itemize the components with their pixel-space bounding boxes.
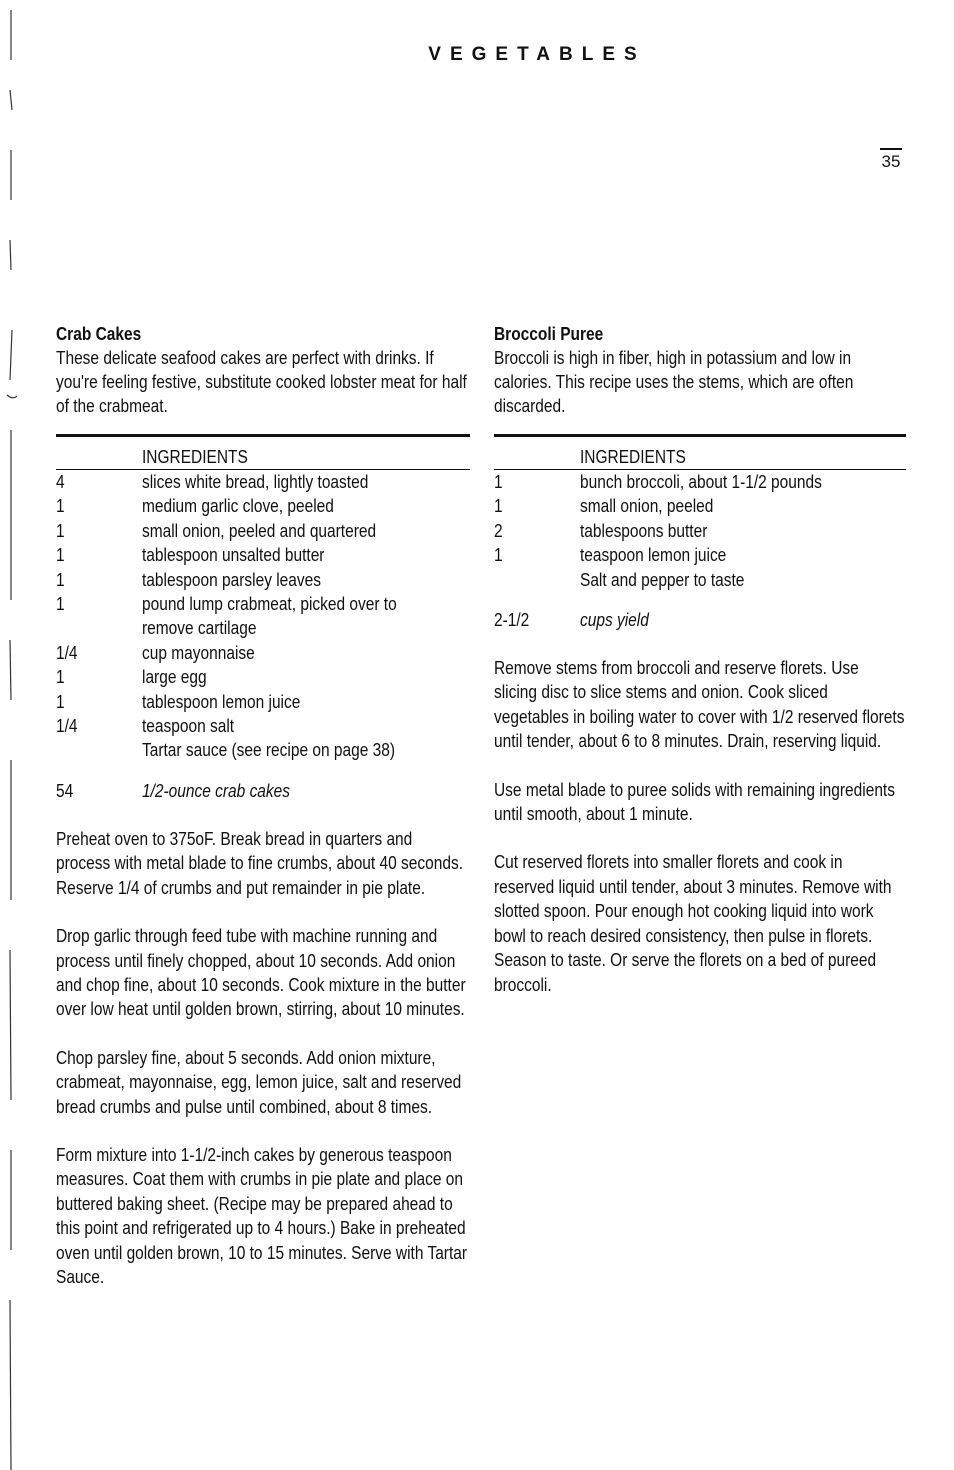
ingredients-list (56, 470, 470, 763)
instruction-paragraph: Form mixture into 1-1/2-inch cakes by generous teaspoon measures. Coat them with crumbs in pie plate and place on buttered baking sheet. (Recipe may be prepared ahead to this point and refrigerated up to 4 hours.) Bake in preheated oven until golden brown, 10 to 15 minutes. Serve with Tartar Sauce. (56, 1144, 468, 1287)
section-rule (494, 434, 906, 437)
ingredient-row: 2 tablespoons butter (494, 520, 708, 541)
ingredient-row: 1 tablespoon parsley leaves (56, 569, 322, 590)
ingredient-row: 1 small onion, peeled (494, 496, 714, 517)
instruction-paragraph: Use metal blade to puree solids with remaining ingredients until smooth, about 1 minute. (494, 779, 895, 825)
recipe-intro: Broccoli is high in fiber, high in potassium and low in calories. This recipe uses the stems, which are often discarded. (494, 348, 854, 416)
ingredients-heading: INGREDIENTS (56, 445, 470, 470)
ingredient-row: 1 small onion, peeled and quartered (56, 520, 377, 541)
yield-unit: cups yield (580, 610, 649, 631)
ingredient-row: 1 tablespoon lemon juice (56, 691, 301, 712)
instruction-paragraph: Chop parsley fine, about 5 seconds. Add onion mixture, crabmeat, mayonnaise, egg, lemon juice, salt and reserved bread crumbs and pulse until combined, about 8 times. (56, 1047, 462, 1117)
ingredient-row: 1/4 cup mayonnaise (56, 642, 255, 663)
ingredient-row: 1 pound lump crabmeat, picked over to remove cartilage (56, 594, 397, 639)
ingredient-row: 1 bunch broccoli, about 1-1/2 pounds (494, 472, 822, 492)
ingredient-row: 1/4 teaspoon salt (56, 716, 235, 737)
recipe-title: Crab Cakes (56, 324, 142, 344)
recipe-crab-cakes (56, 322, 470, 1289)
running-header: VEGETABLES (428, 44, 646, 65)
recipe-title: Broccoli Puree (494, 324, 604, 344)
instruction-paragraph: Preheat oven to 375oF. Break bread in quarters and process with metal blade to fine crumbs, about 40 seconds. Reserve 1/4 of crumbs and put remainder in pie plate. (56, 828, 464, 898)
instruction-paragraph: Cut reserved florets into smaller florets and cook in reserved liquid until tender, about 3 minutes. Remove with slotted spoon. Pour enough hot cooking liquid into work bowl to reach desired consistency, then pulse in florets. Season to taste. Or serve the florets on a bed of pureed broccoli. (494, 852, 892, 995)
recipe-yield (56, 779, 470, 803)
ingredient-row: Salt and pepper to taste (580, 569, 745, 590)
yield-unit: 1/2-ounce crab cakes (142, 780, 291, 801)
recipe-broccoli-puree (494, 322, 906, 997)
ingredients-list (494, 470, 906, 592)
ingredient-row: 1 large egg (56, 667, 207, 688)
yield-quantity: 2-1/2 (494, 610, 530, 631)
section-rule (56, 434, 470, 437)
scan-binding-edge (5, 0, 17, 1470)
page-number: 35 (880, 148, 902, 172)
recipe-intro: These delicate seafood cakes are perfect with drinks. If you're feeling festive, substitute cooked lobster meat for half of the crabmeat. (56, 348, 467, 416)
ingredient-row: 1 medium garlic clove, peeled (56, 496, 334, 517)
instruction-paragraph: Remove stems from broccoli and reserve florets. Use slicing disc to slice stems and onion. Cook sliced vegetables in boiling water to cover with 1/2 reserved florets until tender, about 6 to 8 minutes. Drain, reserving liquid. (494, 658, 905, 752)
ingredient-row: 1 tablespoon unsalted butter (56, 545, 325, 566)
ingredient-row: Tartar sauce (see recipe on page 38) (142, 740, 395, 761)
yield-quantity: 54 (56, 780, 74, 801)
recipe-yield (494, 608, 906, 632)
ingredient-row: 1 teaspoon lemon juice (494, 545, 727, 566)
ingredients-heading: INGREDIENTS (494, 445, 906, 470)
instruction-paragraph: Drop garlic through feed tube with machine running and process until finely chopped, about 10 seconds. Add onion and chop fine, about 10 seconds. Cook mixture in the butter over low heat until golden brown, stirring, about 10 minutes. (56, 926, 466, 1020)
ingredient-row: 4 slices white bread, lightly toasted (56, 472, 369, 492)
